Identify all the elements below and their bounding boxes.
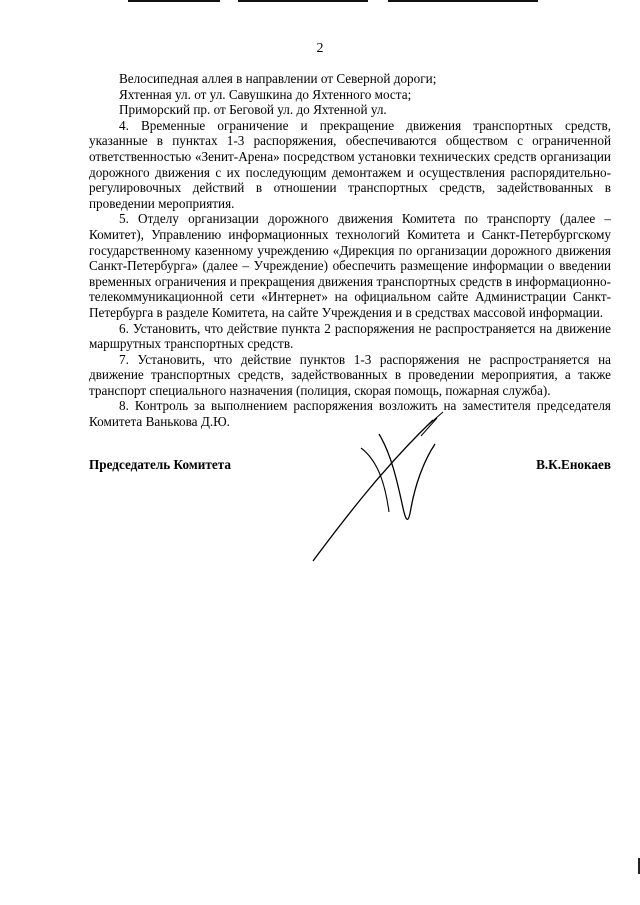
paragraph-8: 8. Контроль за выполнением распоряжения возложить на заместителя председателя Комитета Ванькова Д.Ю. [89,398,611,430]
scan-artifact-top-3 [388,0,538,2]
paragraph-7: 7. Установить, что действие пунктов 1-3 распоряжения не распространяется на движение транспортных средств, задействованных в проведении мероприятия, а также транспорт специального назначения (полиция, скорая помощь, пожарная служба). [89,351,611,398]
signer-title: Председатель Комитета [89,457,231,472]
page-number: 2 [316,41,324,56]
signature-block [89,457,611,477]
street-line-3: Приморский пр. от Беговой ул. до Яхтенной ул. [119,102,387,118]
scan-artifact-top-2 [238,0,368,2]
paragraph-6: 6. Установить, что действие пункта 2 распоряжения не распространяется на движение маршрутных транспортных средств. [89,320,611,352]
street-line-2: Яхтенная ул. от ул. Савушкина до Яхтенного моста; [119,86,412,102]
paragraph-4: 4. Временные ограничение и прекращение движения транспортных средств, указанные в пунктах 1-3 распоряжения, обеспечиваются обществом с ограниченной ответственностью «Зенит-Арена» посредством установки технических средств организации дорожного движения с их последующим демонтажем и осуществления распорядительно-регулировочных действий в отношении транспортных средств, задействованных в проведении мероприятия. [89,117,611,211]
scan-artifact-top-1 [128,0,220,2]
document-body [89,71,611,430]
paragraph-5: 5. Отделу организации дорожного движения Комитета по транспорту (далее – Комитет), Управлению информационных технологий Комитета и Санкт-Петербургскому государственному казенному учреждению «Дирекция по организации дорожного движения Санкт-Петербурга» (далее – Учреждение) обеспечить размещение информации о введении временных ограничения и прекращения движения транспортных средств в информационно-телекоммуникационной сети «Интернет» на официальном сайте Администрации Санкт-Петербурга в разделе Комитета, на сайте Учреждения и в средствах массовой информации. [89,211,611,320]
street-line-1: Велосипедная аллея в направлении от Северной дороги; [119,71,437,86]
signer-name: В.К.Енокаев [536,457,611,472]
handwritten-signature [305,408,465,573]
